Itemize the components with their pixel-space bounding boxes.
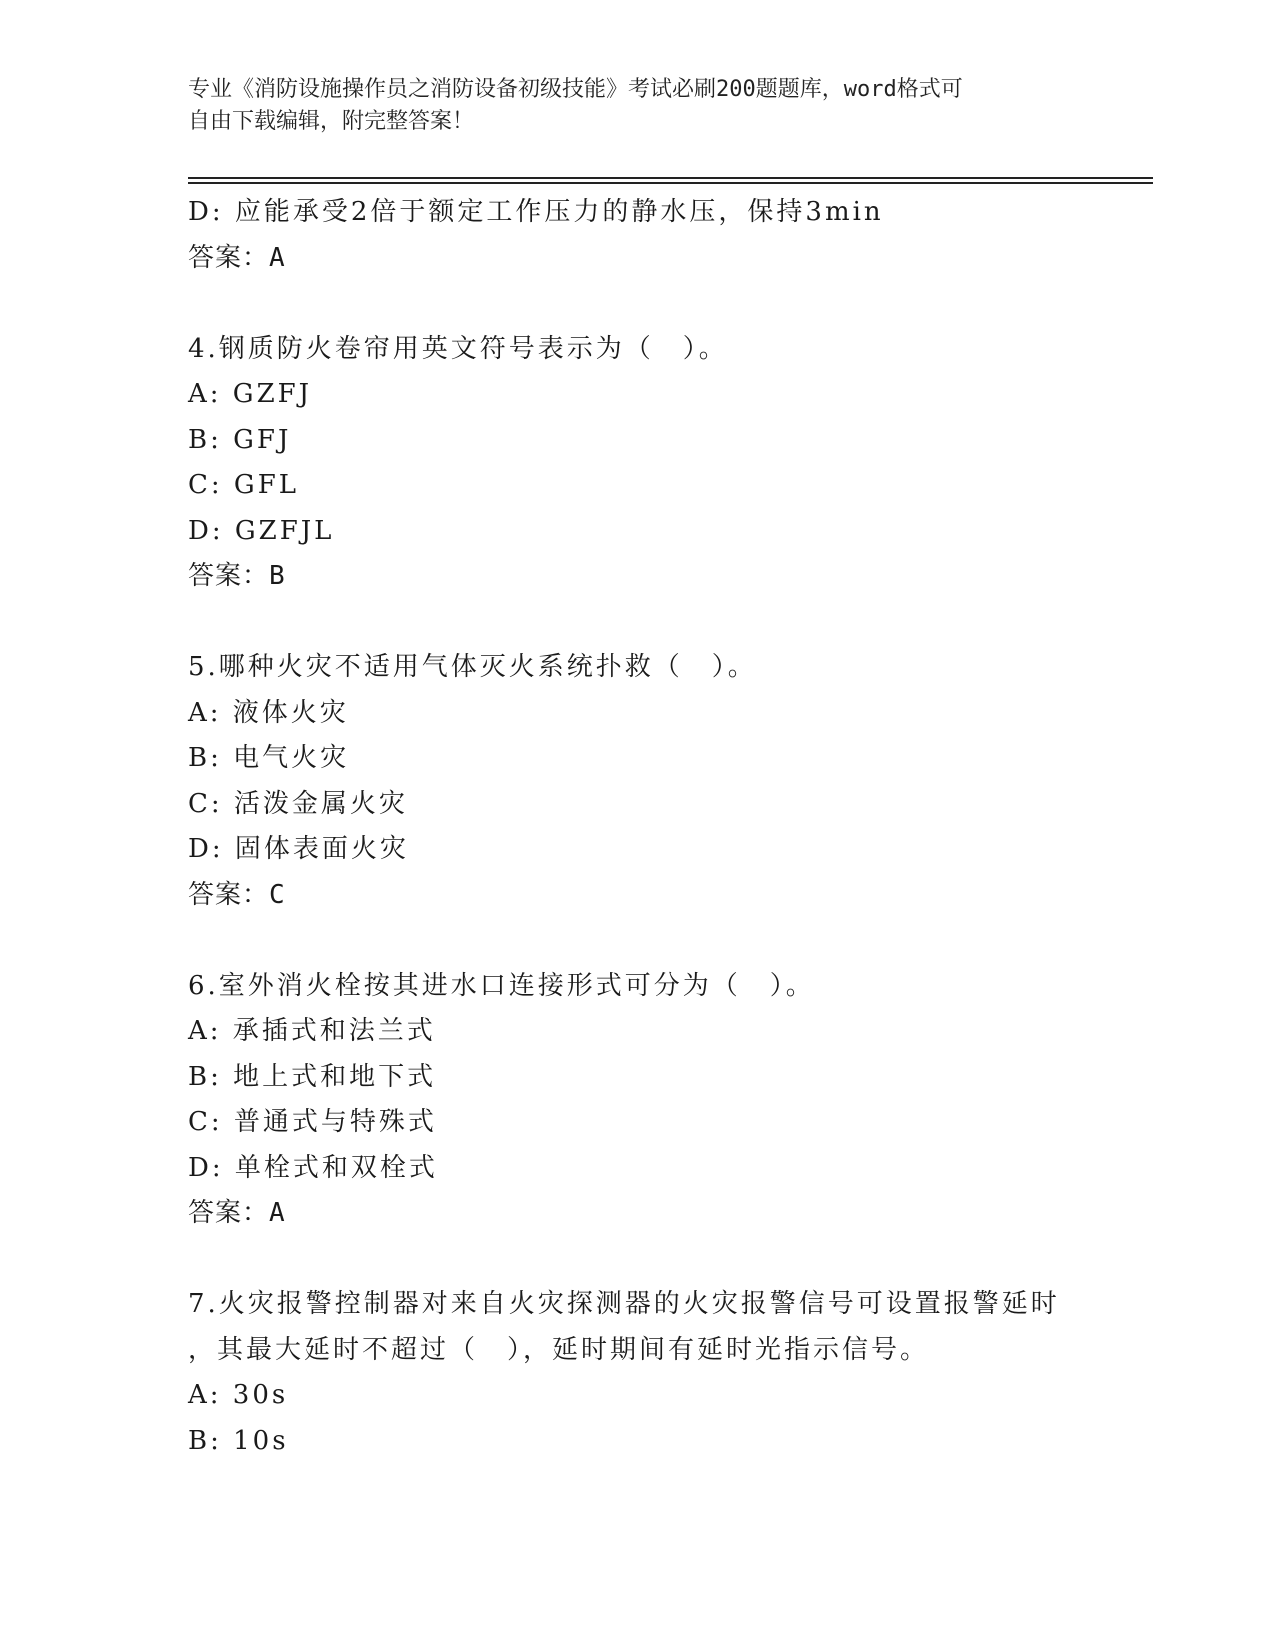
question-4-text: 4.钢质防火卷帘用英文符号表示为（ ）。 bbox=[188, 333, 728, 364]
header-divider-top bbox=[188, 177, 1153, 179]
header-title-line-2: 自由下载编辑，附完整答案！ bbox=[188, 109, 475, 134]
answer-line: 答案：A bbox=[188, 242, 286, 273]
document-header bbox=[188, 74, 1068, 138]
question-4-option-c: C: GFL bbox=[188, 470, 299, 500]
question-5-option-d: D: 固体表面火灾 bbox=[188, 834, 409, 864]
question-6-answer: 答案：A bbox=[188, 1198, 286, 1228]
question-7-option-b: B: 10s bbox=[188, 1425, 289, 1456]
question-5-answer: 答案：C bbox=[188, 879, 286, 910]
question-6-option-b: B: 地上式和地下式 bbox=[188, 1061, 437, 1092]
header-title-line-1: 专业《消防设施操作员之消防设备初级技能》考试必刷200题题库，word格式可 bbox=[188, 77, 963, 102]
spacer bbox=[188, 600, 1148, 646]
question-7-text-line-1: 7.火灾报警控制器对来自火灾探测器的火灾报警信号可设置报警延时 bbox=[188, 1289, 1060, 1319]
spacer bbox=[188, 1237, 1148, 1283]
question-5-option-b: B: 电气火灾 bbox=[188, 743, 350, 773]
question-5-text: 5.哪种火灾不适用气体灭火系统扑救（ ）。 bbox=[188, 652, 757, 682]
question-4-answer: 答案：B bbox=[188, 561, 286, 591]
question-5-option-c: C: 活泼金属火灾 bbox=[188, 788, 408, 819]
question-4-option-a: A: GZFJ bbox=[188, 379, 313, 409]
question-6-option-c: C: 普通式与特殊式 bbox=[188, 1107, 437, 1137]
question-6-option-a: A: 承插式和法兰式 bbox=[188, 1016, 436, 1046]
question-4-option-d: D: GZFJL bbox=[188, 515, 335, 546]
spacer bbox=[188, 918, 1148, 964]
question-7-option-a: A: 30s bbox=[188, 1380, 289, 1410]
question-7-text-line-2: ，其最大延时不超过（ ），延时期间有延时光指示信号。 bbox=[188, 1334, 930, 1365]
question-4-option-b: B: GFJ bbox=[188, 424, 292, 455]
question-6-text: 6.室外消火栓按其进水口连接形式可分为（ ）。 bbox=[188, 970, 815, 1001]
spacer bbox=[188, 281, 1148, 327]
question-5-option-a: A: 液体火灾 bbox=[188, 697, 349, 728]
option-d: D: 应能承受2倍于额定工作压力的静水压，保持3min bbox=[188, 197, 884, 227]
question-content bbox=[188, 190, 1148, 1464]
header-divider-bottom bbox=[188, 182, 1153, 184]
question-6-option-d: D: 单栓式和双栓式 bbox=[188, 1152, 438, 1183]
